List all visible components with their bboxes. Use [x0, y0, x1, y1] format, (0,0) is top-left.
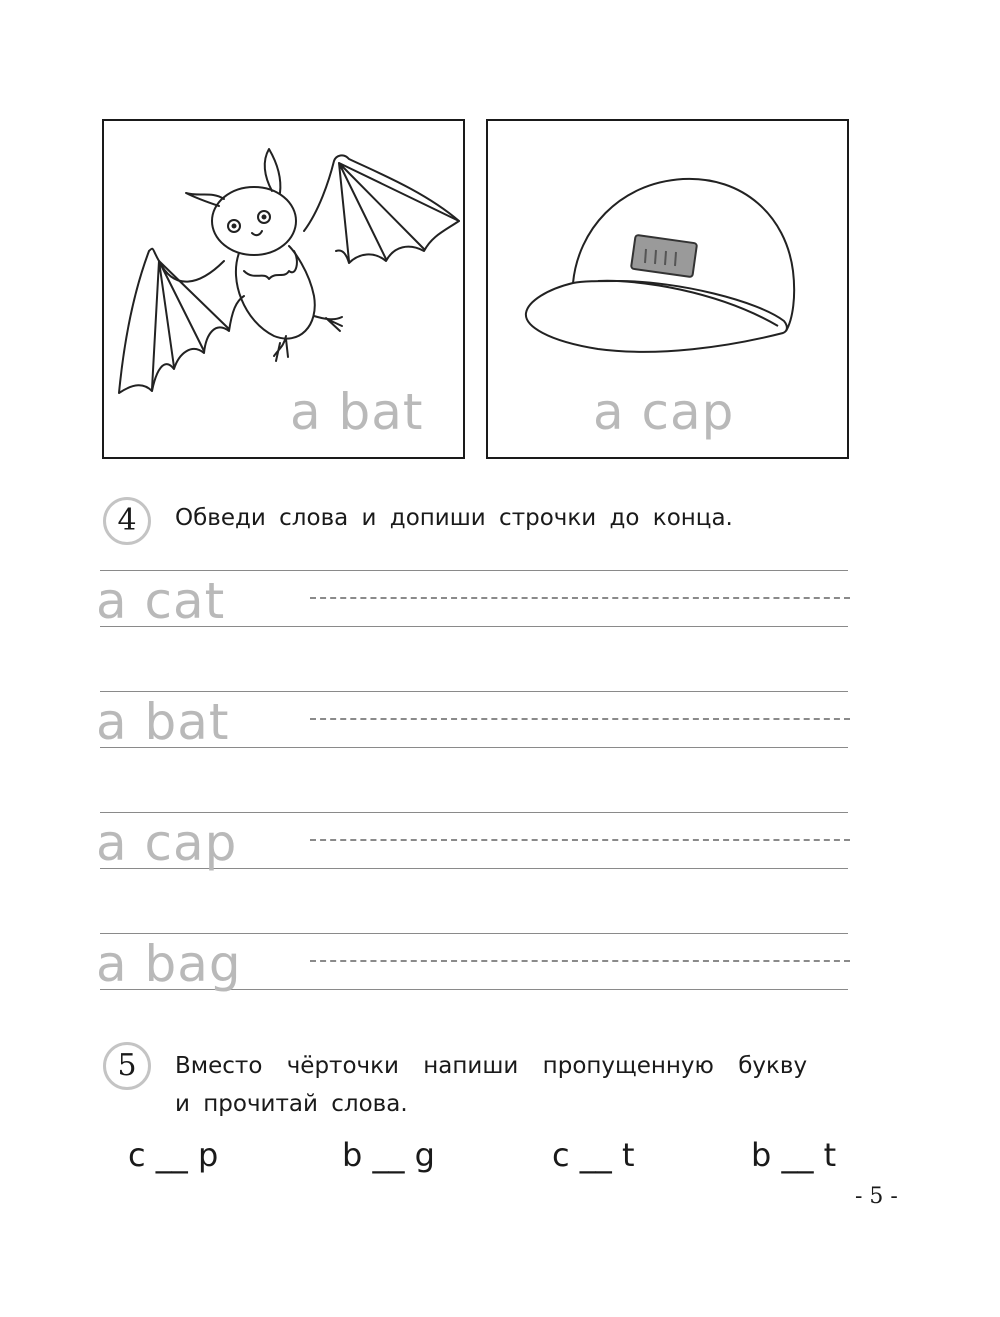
missing-letter-word[interactable]: c __ p: [128, 1136, 219, 1174]
trace-word[interactable]: a cap: [96, 814, 238, 872]
writing-guide-line: [100, 812, 848, 813]
writing-guide-line: [100, 933, 848, 934]
page-number: - 5 -: [855, 1184, 898, 1209]
cap-picture-box: [486, 119, 849, 459]
task-instruction-line: Вместо чёрточки напиши пропущенную букву: [175, 1053, 808, 1079]
cap-caption: a cap: [593, 383, 735, 441]
task-number-badge: 5: [103, 1042, 151, 1090]
writing-dash-line: [310, 960, 850, 962]
missing-letter-word[interactable]: c __ t: [552, 1136, 635, 1174]
missing-letter-word[interactable]: b __ t: [751, 1136, 837, 1174]
trace-word[interactable]: a bag: [96, 935, 242, 993]
writing-guide-line: [100, 691, 848, 692]
writing-dash-line: [310, 597, 850, 599]
bat-caption: a bat: [290, 383, 424, 441]
writing-dash-line: [310, 718, 850, 720]
task-instruction: Обведи слова и допиши строчки до конца.: [175, 505, 733, 531]
trace-word[interactable]: a cat: [96, 572, 226, 630]
writing-dash-line: [310, 839, 850, 841]
task-instruction-line: и прочитай слова.: [175, 1091, 408, 1117]
writing-guide-line: [100, 570, 848, 571]
task-number-badge: 4: [103, 497, 151, 545]
bat-picture-box: [102, 119, 465, 459]
trace-word[interactable]: a bat: [96, 693, 230, 751]
missing-letter-word[interactable]: b __ g: [342, 1136, 435, 1174]
